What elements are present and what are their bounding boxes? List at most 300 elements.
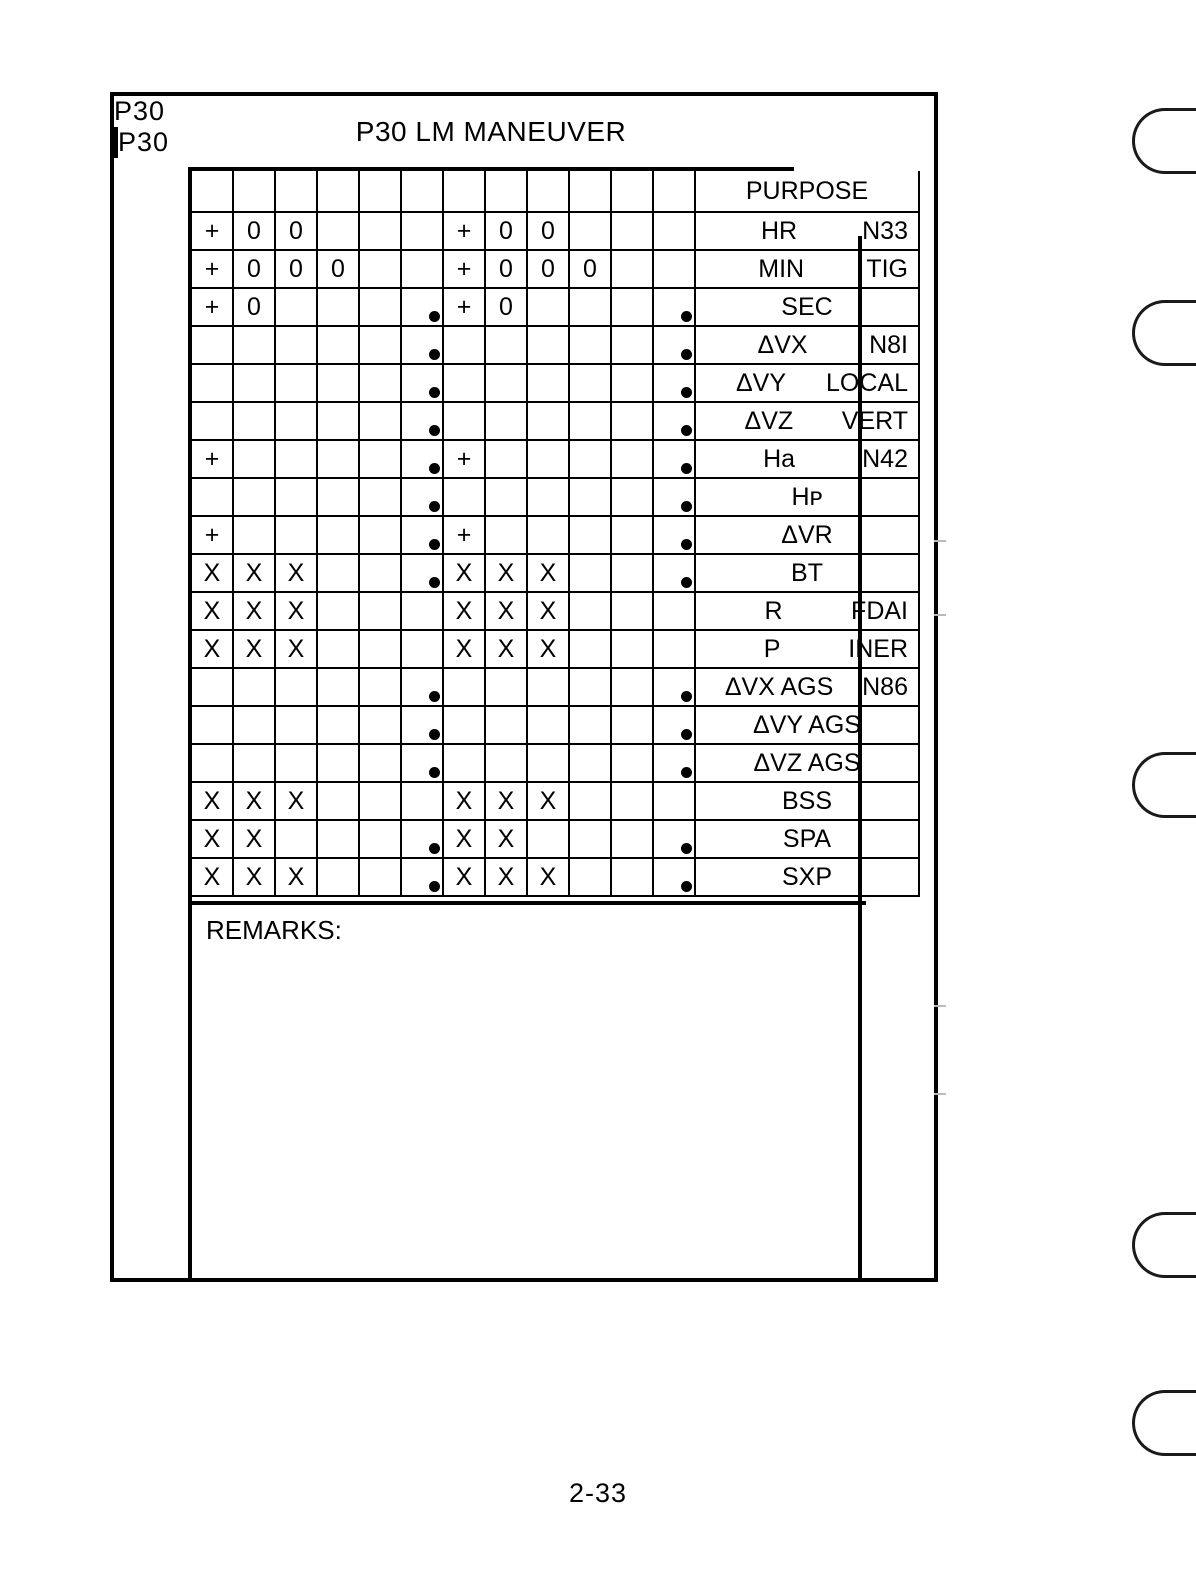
cell-right-4[interactable] (569, 706, 611, 744)
table-row (190, 402, 919, 440)
table-row (190, 364, 919, 402)
cell-left-1[interactable] (190, 326, 233, 364)
cell-right-decimal[interactable] (653, 402, 695, 440)
cell-left-4[interactable] (317, 440, 359, 478)
cell-left-3[interactable] (275, 668, 317, 706)
cell-right-5[interactable] (611, 668, 653, 706)
cell-left-decimal[interactable] (401, 706, 443, 744)
cell-left-5[interactable] (359, 858, 401, 896)
cell-left-2[interactable] (233, 326, 275, 364)
cell-left-5[interactable] (359, 820, 401, 858)
table-row (190, 440, 919, 478)
cell-right-4[interactable] (569, 630, 611, 668)
cell-right-5[interactable] (611, 554, 653, 592)
cell-right-2[interactable] (485, 478, 527, 516)
cell-right-decimal[interactable] (653, 212, 695, 250)
cell-right-2[interactable] (485, 668, 527, 706)
cell-right-decimal[interactable] (653, 668, 695, 706)
cell-left-4[interactable] (317, 288, 359, 326)
cell-right-1[interactable] (443, 402, 485, 440)
cell-right-1[interactable]: X (443, 630, 485, 668)
tab-right-label: P30 (118, 127, 170, 157)
cell-left-2[interactable]: X (233, 554, 275, 592)
cell-left-4[interactable] (317, 592, 359, 630)
decimal-dot (429, 881, 440, 892)
decimal-dot (429, 463, 440, 474)
margin-tick (934, 1005, 946, 1007)
tab-left-label: P30 (114, 96, 166, 126)
cell-left-5[interactable] (359, 592, 401, 630)
cell-left-3[interactable] (275, 171, 317, 212)
cell-right-5[interactable] (611, 858, 653, 896)
binder-hole (1132, 1390, 1196, 1456)
cell-left-decimal[interactable] (401, 288, 443, 326)
cell-right-1[interactable]: + (443, 440, 485, 478)
cell-left-2[interactable] (233, 171, 275, 212)
cell-right-decimal[interactable] (653, 326, 695, 364)
cell-left-2[interactable]: 0 (233, 250, 275, 288)
row-label (695, 212, 919, 250)
cell-right-5[interactable] (611, 250, 653, 288)
cell-right-4[interactable] (569, 212, 611, 250)
cell-left-1[interactable] (190, 706, 233, 744)
cell-left-2[interactable] (233, 402, 275, 440)
cell-left-3[interactable] (275, 288, 317, 326)
table-row (190, 516, 919, 554)
cell-right-1[interactable]: X (443, 858, 485, 896)
cell-left-4[interactable] (317, 402, 359, 440)
decimal-dot (429, 387, 440, 398)
table-row (190, 706, 919, 744)
page-number: 2-33 (568, 1478, 628, 1508)
cell-left-5[interactable] (359, 288, 401, 326)
cell-right-5[interactable] (611, 478, 653, 516)
cell-right-1[interactable] (443, 478, 485, 516)
cell-right-5[interactable] (611, 364, 653, 402)
decimal-dot (429, 349, 440, 360)
cell-left-3[interactable] (275, 820, 317, 858)
cell-left-1[interactable]: + (190, 516, 233, 554)
cell-left-3[interactable] (275, 402, 317, 440)
decimal-dot (681, 501, 692, 512)
cell-right-4[interactable] (569, 171, 611, 212)
cell-right-1[interactable]: X (443, 592, 485, 630)
cell-left-1[interactable] (190, 744, 233, 782)
cell-right-decimal[interactable] (653, 171, 695, 212)
cell-right-1[interactable]: X (443, 820, 485, 858)
table-row (190, 554, 919, 592)
cell-right-4[interactable] (569, 326, 611, 364)
cell-right-decimal[interactable] (653, 250, 695, 288)
cell-left-decimal[interactable] (401, 440, 443, 478)
cell-left-decimal[interactable] (401, 554, 443, 592)
row-label (695, 364, 919, 402)
decimal-dot (681, 767, 692, 778)
cell-right-decimal[interactable] (653, 706, 695, 744)
row-label-main: SXP (781, 862, 833, 891)
cell-left-5[interactable] (359, 516, 401, 554)
cell-right-3[interactable]: X (527, 554, 569, 592)
cell-left-2[interactable]: 0 (233, 212, 275, 250)
cell-right-2[interactable] (485, 744, 527, 782)
cell-left-1[interactable] (190, 364, 233, 402)
table-row (190, 478, 919, 516)
cell-right-3[interactable] (527, 171, 569, 212)
cell-right-5[interactable] (611, 212, 653, 250)
table-row (190, 782, 919, 820)
cell-right-4[interactable] (569, 820, 611, 858)
cell-right-5[interactable] (611, 171, 653, 212)
cell-right-decimal[interactable] (653, 782, 695, 820)
cell-right-1[interactable] (443, 744, 485, 782)
cell-left-2[interactable] (233, 516, 275, 554)
cell-left-4[interactable] (317, 820, 359, 858)
cell-left-decimal[interactable] (401, 820, 443, 858)
cell-right-2[interactable] (485, 516, 527, 554)
cell-right-2[interactable]: X (485, 782, 527, 820)
cell-left-4[interactable] (317, 630, 359, 668)
cell-left-1[interactable] (190, 668, 233, 706)
cell-right-4[interactable] (569, 668, 611, 706)
decimal-dot (681, 691, 692, 702)
table-row (190, 212, 919, 250)
cell-right-3[interactable] (527, 288, 569, 326)
cell-right-3[interactable] (527, 440, 569, 478)
cell-left-2[interactable] (233, 478, 275, 516)
row-label (695, 402, 919, 440)
cell-right-3[interactable]: X (527, 782, 569, 820)
row-label-note: N86 (862, 672, 908, 701)
cell-right-5[interactable] (611, 706, 653, 744)
row-label (695, 592, 919, 630)
row-label (695, 782, 919, 820)
cell-right-2[interactable]: X (485, 630, 527, 668)
cell-left-3[interactable]: 0 (275, 250, 317, 288)
cell-right-2[interactable] (485, 402, 527, 440)
cell-left-2[interactable] (233, 744, 275, 782)
cell-right-decimal[interactable] (653, 744, 695, 782)
cell-left-decimal[interactable] (401, 212, 443, 250)
cell-left-1[interactable]: X (190, 782, 233, 820)
cell-right-2[interactable] (485, 440, 527, 478)
cell-left-4[interactable] (317, 668, 359, 706)
cell-left-4[interactable]: 0 (317, 250, 359, 288)
cell-left-5[interactable] (359, 402, 401, 440)
cell-right-3[interactable]: X (527, 630, 569, 668)
cell-right-5[interactable] (611, 592, 653, 630)
cell-left-5[interactable] (359, 250, 401, 288)
row-label (695, 288, 919, 326)
table-row (190, 250, 919, 288)
row-label-note: N33 (862, 216, 908, 245)
cell-left-3[interactable]: X (275, 554, 317, 592)
cell-right-1[interactable] (443, 364, 485, 402)
cell-right-decimal[interactable] (653, 630, 695, 668)
cell-right-4[interactable]: 0 (569, 250, 611, 288)
table-row (190, 630, 919, 668)
cell-left-5[interactable] (359, 744, 401, 782)
cell-right-3[interactable] (527, 326, 569, 364)
row-label (695, 516, 919, 554)
cell-right-decimal[interactable] (653, 440, 695, 478)
cell-right-1[interactable] (443, 706, 485, 744)
cell-left-5[interactable] (359, 782, 401, 820)
cell-right-3[interactable]: X (527, 858, 569, 896)
decimal-dot (429, 539, 440, 550)
table-row (190, 288, 919, 326)
row-label-main: ΔVY (735, 368, 787, 397)
cell-right-4[interactable] (569, 516, 611, 554)
cell-left-decimal[interactable] (401, 782, 443, 820)
cell-left-decimal[interactable] (401, 250, 443, 288)
cell-left-4[interactable] (317, 554, 359, 592)
cell-left-1[interactable]: X (190, 630, 233, 668)
cell-left-decimal[interactable] (401, 478, 443, 516)
table-row (190, 820, 919, 858)
decimal-dot (429, 501, 440, 512)
cell-right-1[interactable]: + (443, 212, 485, 250)
row-label-main: ΔVX AGS (724, 672, 834, 701)
cell-left-1[interactable] (190, 478, 233, 516)
cell-left-4[interactable] (317, 326, 359, 364)
cell-left-5[interactable] (359, 630, 401, 668)
cell-left-5[interactable] (359, 326, 401, 364)
cell-left-4[interactable] (317, 744, 359, 782)
cell-left-4[interactable] (317, 858, 359, 896)
row-label-main: PURPOSE (745, 176, 869, 205)
cell-left-4[interactable] (317, 782, 359, 820)
cell-right-4[interactable] (569, 364, 611, 402)
cell-left-3[interactable]: X (275, 592, 317, 630)
cell-left-5[interactable] (359, 554, 401, 592)
cell-left-2[interactable] (233, 668, 275, 706)
cell-left-1[interactable]: X (190, 592, 233, 630)
cell-left-3[interactable]: 0 (275, 212, 317, 250)
cell-left-5[interactable] (359, 212, 401, 250)
cell-left-3[interactable] (275, 326, 317, 364)
row-label-main: BSS (781, 786, 833, 815)
card-title-text: P30 LM MANEUVER (355, 115, 627, 147)
row-label-main: ΔVY AGS (753, 710, 861, 739)
cell-left-2[interactable] (233, 440, 275, 478)
cell-right-5[interactable] (611, 820, 653, 858)
cell-left-5[interactable] (359, 440, 401, 478)
cell-left-decimal[interactable] (401, 630, 443, 668)
row-label (695, 171, 919, 212)
decimal-dot (681, 311, 692, 322)
cell-left-1[interactable]: + (190, 250, 233, 288)
cell-right-decimal[interactable] (653, 364, 695, 402)
cell-left-decimal[interactable] (401, 668, 443, 706)
cell-right-3[interactable] (527, 516, 569, 554)
cell-right-2[interactable]: X (485, 554, 527, 592)
cell-left-3[interactable] (275, 478, 317, 516)
cell-right-3[interactable] (527, 478, 569, 516)
cell-left-1[interactable] (190, 171, 233, 212)
cell-right-5[interactable] (611, 402, 653, 440)
margin-tick (934, 540, 946, 542)
cell-left-1[interactable]: X (190, 820, 233, 858)
cell-left-2[interactable]: X (233, 858, 275, 896)
card-title (188, 96, 794, 171)
cell-left-1[interactable]: X (190, 858, 233, 896)
cell-right-4[interactable] (569, 440, 611, 478)
cell-right-decimal[interactable] (653, 592, 695, 630)
cell-left-5[interactable] (359, 706, 401, 744)
cell-left-decimal[interactable] (401, 858, 443, 896)
remarks-section[interactable] (188, 901, 866, 1282)
cell-left-3[interactable] (275, 744, 317, 782)
cell-right-5[interactable] (611, 516, 653, 554)
cell-right-decimal[interactable] (653, 554, 695, 592)
cell-right-2[interactable]: 0 (485, 212, 527, 250)
cell-right-1[interactable] (443, 326, 485, 364)
cell-right-3[interactable]: 0 (527, 212, 569, 250)
cell-right-3[interactable] (527, 402, 569, 440)
cell-left-3[interactable] (275, 364, 317, 402)
cell-left-2[interactable]: X (233, 592, 275, 630)
cell-left-3[interactable] (275, 706, 317, 744)
decimal-dot (681, 729, 692, 740)
row-label-main: Ha (763, 444, 796, 473)
cell-left-3[interactable]: X (275, 782, 317, 820)
cell-right-1[interactable]: X (443, 554, 485, 592)
cell-right-4[interactable] (569, 592, 611, 630)
cell-left-3[interactable]: X (275, 630, 317, 668)
cell-left-2[interactable]: 0 (233, 288, 275, 326)
row-label (695, 668, 919, 706)
cell-left-4[interactable] (317, 171, 359, 212)
row-label (695, 554, 919, 592)
cell-right-3[interactable] (527, 706, 569, 744)
cell-left-4[interactable] (317, 364, 359, 402)
cell-right-2[interactable]: X (485, 592, 527, 630)
cell-right-5[interactable] (611, 744, 653, 782)
cell-left-1[interactable]: + (190, 440, 233, 478)
cell-left-decimal[interactable] (401, 402, 443, 440)
cell-right-2[interactable] (485, 171, 527, 212)
binder-hole (1132, 300, 1196, 366)
row-label-note: LOCAL (826, 368, 908, 397)
cell-left-2[interactable]: X (233, 820, 275, 858)
cell-left-1[interactable] (190, 402, 233, 440)
row-label-main: MIN (758, 254, 805, 283)
cell-right-3[interactable] (527, 364, 569, 402)
cell-right-1[interactable]: X (443, 782, 485, 820)
cell-right-2[interactable]: X (485, 858, 527, 896)
cell-right-decimal[interactable] (653, 516, 695, 554)
cell-left-1[interactable]: X (190, 554, 233, 592)
cell-right-2[interactable]: 0 (485, 288, 527, 326)
cell-left-2[interactable] (233, 364, 275, 402)
decimal-dot (429, 691, 440, 702)
cell-right-5[interactable] (611, 288, 653, 326)
cell-right-2[interactable] (485, 326, 527, 364)
row-label-note: N42 (862, 444, 908, 473)
cell-right-4[interactable] (569, 402, 611, 440)
cell-left-5[interactable] (359, 668, 401, 706)
cell-right-5[interactable] (611, 630, 653, 668)
row-label-main: ΔVR (781, 520, 833, 549)
cell-left-decimal[interactable] (401, 171, 443, 212)
cell-right-4[interactable] (569, 554, 611, 592)
cell-left-decimal[interactable] (401, 364, 443, 402)
cell-left-4[interactable] (317, 478, 359, 516)
decimal-dot (681, 463, 692, 474)
cell-right-3[interactable] (527, 820, 569, 858)
cell-left-4[interactable] (317, 706, 359, 744)
cell-right-2[interactable] (485, 706, 527, 744)
decimal-dot (681, 539, 692, 550)
cell-left-decimal[interactable] (401, 516, 443, 554)
row-label-main: R (764, 596, 783, 625)
cell-left-5[interactable] (359, 478, 401, 516)
maneuver-card (110, 92, 938, 1282)
cell-right-decimal[interactable] (653, 858, 695, 896)
cell-right-2[interactable]: 0 (485, 250, 527, 288)
cell-right-4[interactable] (569, 782, 611, 820)
cell-left-decimal[interactable] (401, 326, 443, 364)
cell-left-3[interactable] (275, 440, 317, 478)
cell-left-3[interactable]: X (275, 858, 317, 896)
cell-right-1[interactable]: + (443, 250, 485, 288)
cell-right-5[interactable] (611, 326, 653, 364)
cell-right-4[interactable] (569, 858, 611, 896)
cell-right-2[interactable] (485, 364, 527, 402)
cell-right-5[interactable] (611, 782, 653, 820)
row-label (695, 326, 919, 364)
cell-right-1[interactable] (443, 171, 485, 212)
cell-right-4[interactable] (569, 478, 611, 516)
cell-right-3[interactable] (527, 744, 569, 782)
cell-left-decimal[interactable] (401, 744, 443, 782)
cell-right-2[interactable]: X (485, 820, 527, 858)
cell-left-decimal[interactable] (401, 592, 443, 630)
cell-right-1[interactable]: + (443, 288, 485, 326)
cell-right-1[interactable]: + (443, 516, 485, 554)
cell-right-4[interactable] (569, 744, 611, 782)
cell-right-3[interactable] (527, 668, 569, 706)
cell-right-1[interactable] (443, 668, 485, 706)
row-label (695, 440, 919, 478)
cell-left-2[interactable]: X (233, 630, 275, 668)
cell-left-3[interactable] (275, 516, 317, 554)
cell-right-3[interactable]: 0 (527, 250, 569, 288)
remarks-label: REMARKS: (206, 915, 342, 945)
table-row (190, 744, 919, 782)
row-label (695, 858, 919, 896)
cell-left-1[interactable]: + (190, 212, 233, 250)
cell-right-3[interactable]: X (527, 592, 569, 630)
cell-left-1[interactable]: + (190, 288, 233, 326)
cell-left-4[interactable] (317, 516, 359, 554)
tab-right (114, 127, 190, 158)
cell-right-decimal[interactable] (653, 288, 695, 326)
row-label-note: FDAI (851, 596, 908, 625)
margin-tick (934, 614, 946, 616)
cell-right-decimal[interactable] (653, 478, 695, 516)
cell-left-2[interactable] (233, 706, 275, 744)
cell-right-5[interactable] (611, 440, 653, 478)
cell-left-4[interactable] (317, 212, 359, 250)
cell-right-4[interactable] (569, 288, 611, 326)
cell-right-decimal[interactable] (653, 820, 695, 858)
decimal-dot (429, 311, 440, 322)
cell-left-5[interactable] (359, 364, 401, 402)
row-label-note: VERT (841, 406, 908, 435)
cell-left-2[interactable]: X (233, 782, 275, 820)
cell-left-5[interactable] (359, 171, 401, 212)
